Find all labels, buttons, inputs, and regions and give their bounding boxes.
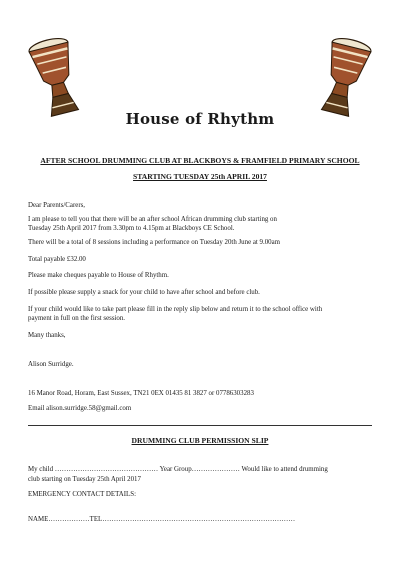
total-payable: Total payable £32.00	[28, 256, 86, 263]
name-tel-line: NAME………………TEL…………………………………………………………………………	[28, 516, 296, 523]
djembe-drum-icon	[314, 32, 374, 122]
sessions-text: There will be a total of 8 sessions including a performance on Tuesday 20th June at 9.00am	[28, 239, 281, 246]
contact-email: Email alison.surridge.58@gmail.com	[28, 405, 132, 412]
salutation: Dear Parents/Carers,	[28, 202, 86, 209]
club-heading: AFTER SCHOOL DRUMMING CLUB AT BLACKBOYS & FRAMFIELD PRIMARY SCHOOL	[40, 156, 360, 165]
cheque-instructions: Please make cheques payable to House of Rhythm.	[28, 272, 169, 279]
signature-name: Alison Surridge.	[28, 361, 74, 368]
emergency-contact-label: EMERGENCY CONTACT DETAILS:	[28, 491, 136, 498]
slip-child-line-2: club starting on Tuesday 25th April 2017	[28, 476, 141, 483]
slip-child-line-1: My child ……………………………………… Year Group………………… Would like to attend drumming	[28, 466, 328, 473]
brand-title: House of Rhythm	[125, 110, 275, 128]
contact-address: 16 Manor Road, Horam, East Sussex, TN21 0EX 01435 81 3827 or 07786303283	[28, 390, 254, 397]
cut-line-divider	[28, 425, 372, 426]
reply-line-1: If your child would like to take part please fill in the reply slip below and return it to the school office with	[28, 306, 323, 313]
permission-slip-title: DRUMMING CLUB PERMISSION SLIP	[131, 436, 269, 445]
reply-line-2: payment in full on the first session.	[28, 315, 126, 322]
intro-line-2: Tuesday 25th April 2017 from 3.30pm to 4.15pm at Blackboys CE School.	[28, 225, 235, 232]
djembe-drum-icon	[26, 32, 86, 122]
intro-line-1: I am please to tell you that there will be an after school African drumming club starting on	[28, 216, 277, 223]
snack-note: If possible please supply a snack for your child to have after school and before club.	[28, 289, 260, 296]
signoff: Many thanks,	[28, 332, 66, 339]
start-date-heading: STARTING TUESDAY 25th APRIL 2017	[133, 172, 267, 181]
